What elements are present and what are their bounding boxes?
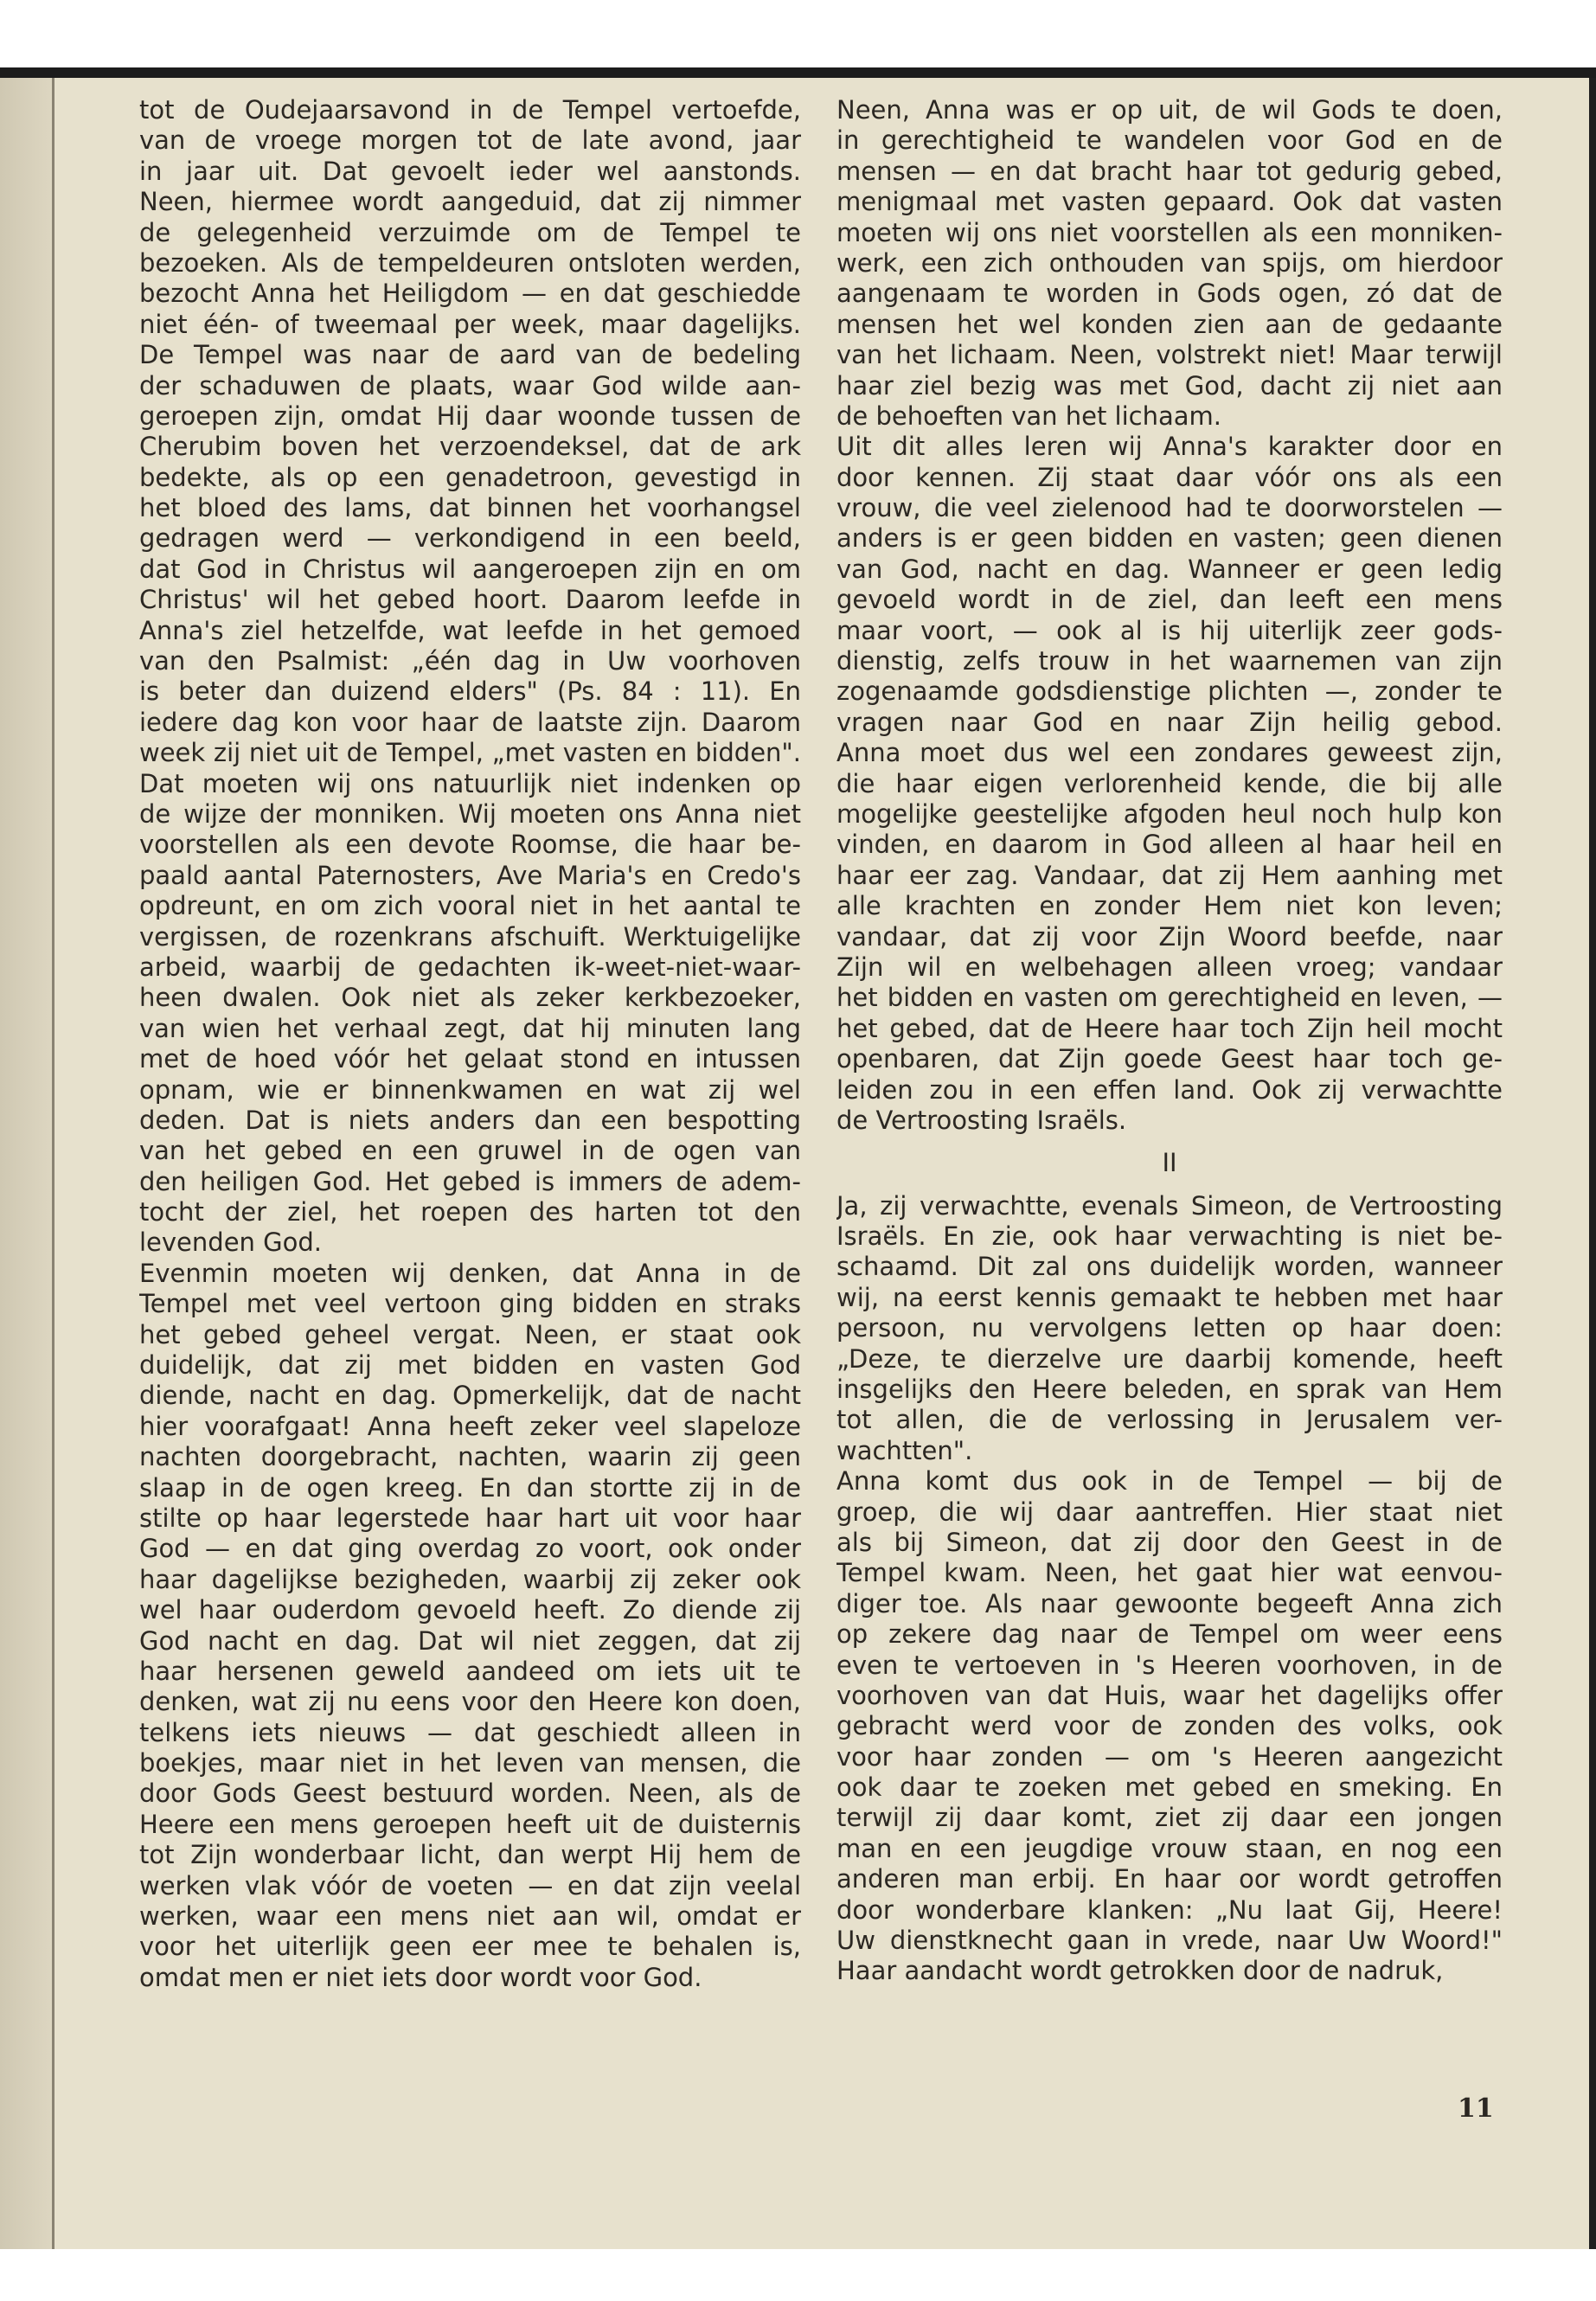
text-line: in jaar uit. Dat gevoelt ieder wel aanstonds. [139, 156, 801, 186]
text-line: Christus' wil het gebed hoort. Daarom leefde in [139, 585, 801, 615]
text-line: boekjes, maar niet in het leven van mensen, die [139, 1748, 801, 1779]
text-line: openbaren, dat Zijn goede Geest haar toch ge- [836, 1044, 1503, 1074]
text-line: Tempel met veel vertoon ging bidden en straks [139, 1289, 801, 1319]
text-line: anderen man erbij. En haar oor wordt getroffen [836, 1864, 1503, 1894]
text-line: de wijze der monniken. Wij moeten ons Anna niet [139, 798, 801, 829]
text-line: Zijn wil en welbehagen alleen vroeg; vandaar [836, 952, 1503, 982]
text-line: op zekere dag naar de Tempel om weer eens [836, 1619, 1503, 1650]
text-line: den heiligen God. Het gebed is immers de adem- [139, 1166, 801, 1196]
page-number: 11 [1458, 2093, 1494, 2124]
text-line: Tempel kwam. Neen, het gaat hier wat eenvou- [836, 1558, 1503, 1588]
text-line: voorhoven van dat Huis, waar het dagelijks offer [836, 1680, 1503, 1710]
text-line: Anna moet dus wel een zondares geweest zijn, [836, 738, 1503, 768]
text-line: omdat men er niet iets door wordt voor God. [139, 1962, 702, 1992]
text-line: der schaduwen de plaats, waar God wilde aan- [139, 370, 801, 401]
text-line: van het lichaam. Neen, volstrekt niet! Maar terwijl [836, 340, 1503, 370]
text-line: de Vertroosting Israëls. [836, 1105, 1127, 1135]
text-line: vergissen, de rozenkrans afschuift. Werktuigelijke [139, 921, 801, 952]
text-line: iedere dag kon voor haar de laatste zijn. Daarom [139, 707, 801, 737]
text-line: God — en dat ging overdag zo voort, ook onder [139, 1534, 801, 1564]
left-text-column [139, 95, 801, 1993]
text-line: de gelegenheid verzuimde om de Tempel te [139, 217, 801, 247]
text-line: stilte op haar legerstede haar hart uit voor haar [139, 1503, 801, 1533]
text-line: werk, een zich onthouden van spijs, om hierdoor [836, 247, 1503, 278]
text-line: telkens iets nieuws — dat geschiedt alleen in [139, 1717, 801, 1747]
text-line: Cherubim boven het verzoendeksel, dat de ark [139, 432, 801, 462]
text-line: Haar aandacht wordt getrokken door de nadruk, [836, 1956, 1444, 1986]
text-line: haar dagelijkse bezigheden, waarbij zij zeker ook [139, 1564, 801, 1594]
text-line: voor haar zonden — om 's Heeren aangezicht [836, 1741, 1503, 1772]
text-line: denken, wat zij nu eens voor den Heere kon doen, [139, 1687, 801, 1717]
text-line: haar hersenen geweld aandeed om iets uit te [139, 1656, 801, 1686]
text-line: moeten wij ons niet voorstellen als een monniken- [836, 217, 1503, 247]
text-line: vrouw, die veel zielenood had te doorworstelen — [836, 493, 1503, 523]
text-line: door kennen. Zij staat daar vóór ons als een [836, 462, 1503, 492]
right-text-column [836, 95, 1503, 1987]
text-line: in gerechtigheid te wandelen voor God en de [836, 125, 1503, 156]
text-line: door Gods Geest bestuurd worden. Neen, als de [139, 1779, 801, 1809]
text-line: van den Psalmist: „één dag in Uw voorhoven [139, 646, 801, 676]
text-line: vragen naar God en naar Zijn heilig gebod. [836, 707, 1503, 737]
text-line: gebracht werd voor de zonden des volks, ook [836, 1711, 1503, 1741]
text-line: haar ziel bezig was met God, dacht zij niet aan [836, 370, 1503, 401]
text-line: is beter dan duizend elders" (Ps. 84 : 11). En [139, 676, 801, 707]
text-line: voorstellen als een devote Roomse, die haar be- [139, 830, 801, 860]
text-line: tot de Oudejaarsavond in de Tempel vertoefde, [139, 95, 801, 125]
text-line: zogenaamde godsdienstige plichten —, zonder te [836, 676, 1503, 707]
text-line: deden. Dat is niets anders dan een bespotting [139, 1105, 801, 1135]
text-line: maar voort, — ook al is hij uiterlijk zeer gods- [836, 615, 1503, 645]
text-line: niet één- of tweemaal per week, maar dagelijks. [139, 309, 801, 339]
text-line: dienstig, zelfs trouw in het waarnemen van zijn [836, 646, 1503, 676]
text-line: Israëls. En zie, ook haar verwachting is niet be- [836, 1221, 1503, 1252]
text-line: groep, die wij daar aantreffen. Hier staat niet [836, 1497, 1503, 1527]
text-line: gevoeld wordt in de ziel, dan leeft een mens [836, 585, 1503, 615]
text-line: tot allen, die de verlossing in Jerusalem ver- [836, 1405, 1503, 1435]
text-line: „Deze, te dierzelve ure daarbij komende, heeft [836, 1343, 1503, 1374]
text-line: werken, waar een mens niet aan wil, omdat er [139, 1901, 801, 1932]
text-line: arbeid, waarbij de gedachten ik-weet-niet-waar- [139, 952, 801, 982]
scan-top-margin [0, 0, 1596, 67]
text-line: week zij niet uit de Tempel, „met vasten en bidden". [139, 738, 801, 768]
text-line: mogelijke geestelijke afgoden heul noch hulp kon [836, 798, 1503, 829]
text-line: werken vlak vóór de voeten — en dat zijn veelal [139, 1870, 801, 1900]
text-line: bedekte, als op een genadetroon, gevestigd in [139, 462, 801, 492]
text-line: wij, na eerst kennis gemaakt te hebben met haar [836, 1282, 1503, 1312]
text-line: terwijl zij daar komt, ziet zij daar een jongen [836, 1803, 1503, 1833]
page-top-border [0, 67, 1596, 78]
text-line: Uit dit alles leren wij Anna's karakter door en [836, 432, 1503, 462]
text-line: opnam, wie er binnenkwamen en wat zij wel [139, 1074, 801, 1105]
text-line: vandaar, dat zij voor Zijn Woord beefde, naar [836, 921, 1503, 952]
text-line: slaap in de ogen kreeg. En dan stortte zij in de [139, 1472, 801, 1503]
text-line: menigmaal met vasten gepaard. Ook dat vasten [836, 187, 1503, 217]
text-line: van de vroege morgen tot de late avond, jaar [139, 125, 801, 156]
text-line: opdreunt, en om zich vooral niet in het aantal te [139, 891, 801, 921]
text-line: de behoeften van het lichaam. [836, 401, 1221, 431]
text-line: mensen — en dat bracht haar tot gedurig gebed, [836, 156, 1503, 186]
text-line: levenden God. [139, 1227, 322, 1258]
section-heading: II [1162, 1148, 1177, 1178]
text-line: man en een jeugdige vrouw staan, en nog een [836, 1833, 1503, 1863]
text-line: persoon, nu vervolgens letten op haar doen: [836, 1313, 1503, 1343]
text-line: Neen, Anna was er op uit, de wil Gods te doen, [836, 95, 1503, 125]
text-line: schaamd. Dit zal ons duidelijk worden, wanneer [836, 1252, 1503, 1282]
page-gutter [0, 78, 52, 2249]
text-line: haar eer zag. Vandaar, dat zij Hem aanhing met [836, 860, 1503, 890]
text-line: alle krachten en zonder Hem niet kon leven; [836, 891, 1503, 921]
text-line: het gebed, dat de Heere haar toch Zijn heil mocht [836, 1013, 1503, 1043]
text-line: van wien het verhaal zegt, dat hij minuten lang [139, 1013, 801, 1043]
text-line: het bidden en vasten om gerechtigheid en leven, — [836, 983, 1503, 1013]
text-line: gedragen werd — verkondigend in een beeld, [139, 523, 801, 554]
text-line: van het gebed en een gruwel in de ogen van [139, 1136, 801, 1166]
text-line: anders is er geen bidden en vasten; geen dienen [836, 523, 1503, 554]
text-line: Heere een mens geroepen heeft uit de duisternis [139, 1809, 801, 1839]
text-line: heen dwalen. Ook niet als zeker kerkbezoeker, [139, 983, 801, 1013]
text-line: hier voorafgaat! Anna heeft zeker veel slapeloze [139, 1411, 801, 1441]
text-line: diger toe. Als naar gewoonte begeeft Anna zich [836, 1588, 1503, 1618]
text-line: Anna komt dus ook in de Tempel — bij de [836, 1466, 1503, 1497]
text-line: voor het uiterlijk geen eer mee te behalen is, [139, 1932, 801, 1962]
text-line: tocht der ziel, het roepen des harten tot den [139, 1197, 801, 1227]
text-line: door wonderbare klanken: „Nu laat Gij, Heere! [836, 1894, 1503, 1925]
text-line: vinden, en daarom in God alleen al haar heil en [836, 830, 1503, 860]
text-line: Ja, zij verwachtte, evenals Simeon, de Vertroosting [836, 1190, 1503, 1221]
text-line: wel haar ouderdom gevoeld heeft. Zo diende zij [139, 1595, 801, 1625]
text-line: bezocht Anna het Heiligdom — en dat geschiedde [139, 279, 801, 309]
text-line: aangenaam te worden in Gods ogen, zó dat de [836, 279, 1503, 309]
text-line: Uw dienstknecht gaan in vrede, naar Uw Woord!" [836, 1926, 1503, 1956]
text-line: tot Zijn wonderbaar licht, dan werpt Hij hem de [139, 1840, 801, 1870]
text-line: bezoeken. Als de tempeldeuren ontsloten werden, [139, 247, 801, 278]
text-line: duidelijk, dat zij met bidden en vasten God [139, 1350, 801, 1381]
text-line: die haar eigen verlorenheid kende, die bij alle [836, 768, 1503, 798]
text-line: even te vertoeven in 's Heeren voorhoven, in de [836, 1650, 1503, 1680]
text-line: Neen, hiermee wordt aangeduid, dat zij nimmer [139, 187, 801, 217]
page-left-edge [52, 78, 54, 2249]
text-line: De Tempel was naar de aard van de bedeling [139, 340, 801, 370]
text-line: paald aantal Paternosters, Ave Maria's en Credo's [139, 860, 801, 890]
text-line: leiden zou in een effen land. Ook zij verwachtte [836, 1074, 1503, 1105]
text-line: het gebed geheel vergat. Neen, er staat ook [139, 1319, 801, 1349]
text-line: met de hoed vóór het gelaat stond en intussen [139, 1044, 801, 1074]
text-line: het bloed des lams, dat binnen het voorhangsel [139, 493, 801, 523]
text-line: diende, nacht en dag. Opmerkelijk, dat de nacht [139, 1381, 801, 1411]
text-line: geroepen zijn, omdat Hij daar woonde tussen de [139, 401, 801, 431]
text-line: van God, nacht en dag. Wanneer er geen ledig [836, 554, 1503, 584]
section-spacer [836, 1136, 1503, 1148]
text-line: Dat moeten wij ons natuurlijk niet indenken op [139, 768, 801, 798]
text-line: wachtten". [836, 1435, 973, 1465]
scan-bottom-margin [0, 2249, 1596, 2301]
text-line: Evenmin moeten wij denken, dat Anna in de [139, 1258, 801, 1288]
text-line: Anna's ziel hetzelfde, wat leefde in het gemoed [139, 615, 801, 645]
text-line: mensen het wel konden zien aan de gedaante [836, 309, 1503, 339]
text-line: dat God in Christus wil aangeroepen zijn en om [139, 554, 801, 584]
text-line: als bij Simeon, dat zij door den Geest in de [836, 1527, 1503, 1557]
section-spacer [836, 1179, 1503, 1191]
text-line: insgelijks den Heere beleden, en sprak van Hem [836, 1375, 1503, 1405]
text-line: nachten doorgebracht, nachten, waarin zij geen [139, 1442, 801, 1472]
text-line: God nacht en dag. Dat wil niet zeggen, dat zij [139, 1625, 801, 1656]
text-line: ook daar te zoeken met gebed en smeking. En [836, 1772, 1503, 1803]
page-right-edge [1589, 78, 1596, 2249]
